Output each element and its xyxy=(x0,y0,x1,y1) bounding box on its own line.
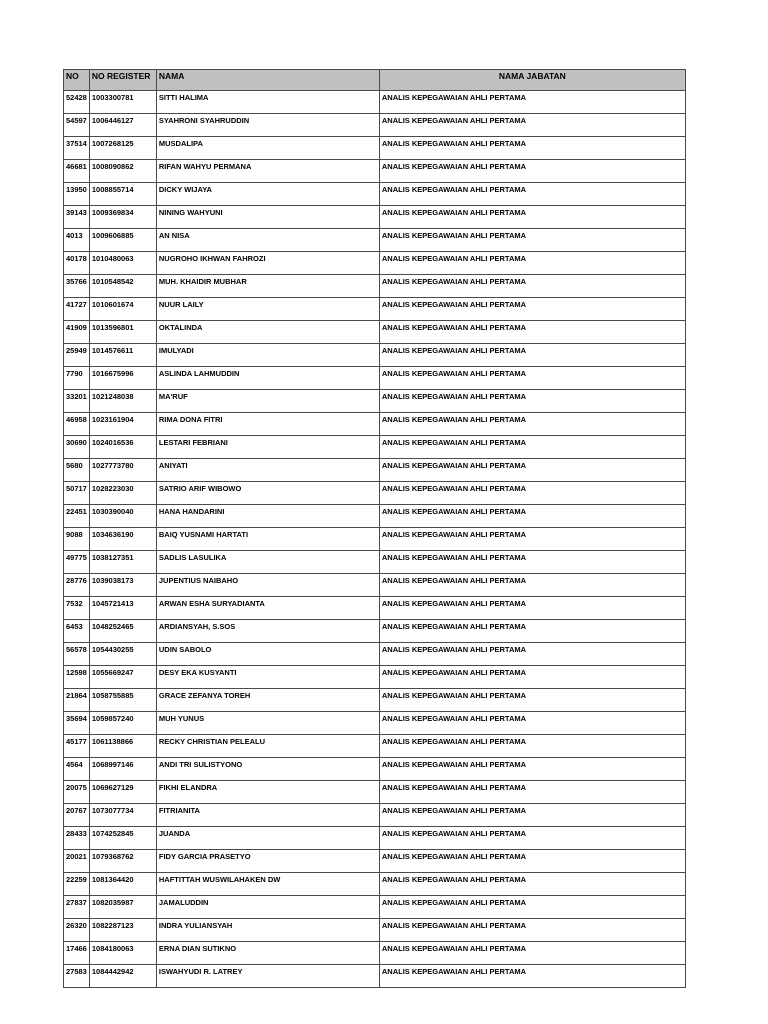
cell-nama: RIMA DONA FITRI xyxy=(156,413,379,436)
cell-nama: MUH YUNUS xyxy=(156,712,379,735)
cell-no-register: 1082035987 xyxy=(89,896,156,919)
cell-nama: MUSDALIPA xyxy=(156,137,379,160)
cell-no-register: 1034636190 xyxy=(89,528,156,551)
cell-no-register: 1079368762 xyxy=(89,850,156,873)
cell-nama: NUUR LAILY xyxy=(156,298,379,321)
cell-nama-jabatan: ANALIS KEPEGAWAIAN AHLI PERTAMA xyxy=(379,482,685,505)
cell-nama: ISWAHYUDI R. LATREY xyxy=(156,965,379,988)
cell-no-register: 1059857240 xyxy=(89,712,156,735)
cell-no-register: 1084442942 xyxy=(89,965,156,988)
cell-no-register: 1006446127 xyxy=(89,114,156,137)
table-row xyxy=(64,206,686,229)
cell-nama-jabatan: ANALIS KEPEGAWAIAN AHLI PERTAMA xyxy=(379,873,685,896)
header-no: NO xyxy=(64,70,90,91)
cell-nama-jabatan: ANALIS KEPEGAWAIAN AHLI PERTAMA xyxy=(379,712,685,735)
header-nama-jabatan: NAMA JABATAN xyxy=(379,70,685,91)
cell-no-register: 1024016536 xyxy=(89,436,156,459)
table-row xyxy=(64,689,686,712)
cell-no: 22451 xyxy=(64,505,90,528)
cell-no: 4013 xyxy=(64,229,90,252)
table-row xyxy=(64,436,686,459)
cell-nama-jabatan: ANALIS KEPEGAWAIAN AHLI PERTAMA xyxy=(379,91,685,114)
cell-nama-jabatan: ANALIS KEPEGAWAIAN AHLI PERTAMA xyxy=(379,252,685,275)
cell-no: 20021 xyxy=(64,850,90,873)
cell-no: 49775 xyxy=(64,551,90,574)
cell-nama: DICKY WIJAYA xyxy=(156,183,379,206)
cell-nama-jabatan: ANALIS KEPEGAWAIAN AHLI PERTAMA xyxy=(379,574,685,597)
cell-no-register: 1055669247 xyxy=(89,666,156,689)
table-row xyxy=(64,620,686,643)
cell-nama: SATRIO ARIF WIBOWO xyxy=(156,482,379,505)
cell-no-register: 1069627129 xyxy=(89,781,156,804)
cell-nama-jabatan: ANALIS KEPEGAWAIAN AHLI PERTAMA xyxy=(379,758,685,781)
cell-no-register: 1028223030 xyxy=(89,482,156,505)
cell-nama-jabatan: ANALIS KEPEGAWAIAN AHLI PERTAMA xyxy=(379,298,685,321)
table-row xyxy=(64,114,686,137)
table-row xyxy=(64,666,686,689)
table-row xyxy=(64,528,686,551)
cell-no-register: 1010601674 xyxy=(89,298,156,321)
cell-nama: HANA HANDARINI xyxy=(156,505,379,528)
cell-nama-jabatan: ANALIS KEPEGAWAIAN AHLI PERTAMA xyxy=(379,689,685,712)
cell-no: 20767 xyxy=(64,804,90,827)
table-row xyxy=(64,919,686,942)
cell-nama-jabatan: ANALIS KEPEGAWAIAN AHLI PERTAMA xyxy=(379,666,685,689)
cell-no-register: 1009369834 xyxy=(89,206,156,229)
cell-nama: BAIQ YUSNAMI HARTATI xyxy=(156,528,379,551)
cell-no: 54597 xyxy=(64,114,90,137)
header-nama: NAMA xyxy=(156,70,379,91)
table-row xyxy=(64,321,686,344)
cell-nama: JUPENTIUS NAIBAHO xyxy=(156,574,379,597)
table-row xyxy=(64,804,686,827)
table-row xyxy=(64,275,686,298)
cell-no: 17466 xyxy=(64,942,90,965)
cell-nama-jabatan: ANALIS KEPEGAWAIAN AHLI PERTAMA xyxy=(379,965,685,988)
cell-nama-jabatan: ANALIS KEPEGAWAIAN AHLI PERTAMA xyxy=(379,321,685,344)
table-row xyxy=(64,459,686,482)
cell-nama: JAMALUDDIN xyxy=(156,896,379,919)
cell-no: 28776 xyxy=(64,574,90,597)
employee-table xyxy=(63,69,686,988)
cell-no-register: 1010480063 xyxy=(89,252,156,275)
table-row xyxy=(64,758,686,781)
table-row xyxy=(64,229,686,252)
table-row xyxy=(64,597,686,620)
cell-no: 30690 xyxy=(64,436,90,459)
cell-no: 56578 xyxy=(64,643,90,666)
table-row xyxy=(64,390,686,413)
table-row xyxy=(64,413,686,436)
cell-no: 41727 xyxy=(64,298,90,321)
cell-no: 46958 xyxy=(64,413,90,436)
cell-nama: INDRA YULIANSYAH xyxy=(156,919,379,942)
cell-nama: FIKHI ELANDRA xyxy=(156,781,379,804)
cell-no: 6453 xyxy=(64,620,90,643)
cell-nama-jabatan: ANALIS KEPEGAWAIAN AHLI PERTAMA xyxy=(379,597,685,620)
cell-no: 35694 xyxy=(64,712,90,735)
table-row xyxy=(64,252,686,275)
cell-no: 46681 xyxy=(64,160,90,183)
cell-no-register: 1007268125 xyxy=(89,137,156,160)
cell-nama: IMULYADI xyxy=(156,344,379,367)
cell-nama: ARWAN ESHA SURYADIANTA xyxy=(156,597,379,620)
cell-no-register: 1084180063 xyxy=(89,942,156,965)
table-header-row xyxy=(64,70,686,91)
table-row xyxy=(64,183,686,206)
header-no-register: NO REGISTER xyxy=(89,70,156,91)
table-row xyxy=(64,735,686,758)
table-row xyxy=(64,712,686,735)
cell-no-register: 1021248038 xyxy=(89,390,156,413)
cell-no: 4564 xyxy=(64,758,90,781)
cell-no: 28433 xyxy=(64,827,90,850)
table-row xyxy=(64,827,686,850)
cell-no: 35766 xyxy=(64,275,90,298)
cell-no: 5680 xyxy=(64,459,90,482)
cell-nama: RECKY CHRISTIAN PELEALU xyxy=(156,735,379,758)
cell-no-register: 1010548542 xyxy=(89,275,156,298)
cell-no-register: 1061138866 xyxy=(89,735,156,758)
cell-no: 22259 xyxy=(64,873,90,896)
cell-no: 27583 xyxy=(64,965,90,988)
cell-no: 39143 xyxy=(64,206,90,229)
cell-no: 7790 xyxy=(64,367,90,390)
cell-no-register: 1039038173 xyxy=(89,574,156,597)
table-row xyxy=(64,91,686,114)
cell-nama: AN NISA xyxy=(156,229,379,252)
cell-no-register: 1045721413 xyxy=(89,597,156,620)
cell-nama-jabatan: ANALIS KEPEGAWAIAN AHLI PERTAMA xyxy=(379,114,685,137)
cell-nama: MUH. KHAIDIR MUBHAR xyxy=(156,275,379,298)
table-row xyxy=(64,482,686,505)
cell-nama-jabatan: ANALIS KEPEGAWAIAN AHLI PERTAMA xyxy=(379,643,685,666)
cell-nama-jabatan: ANALIS KEPEGAWAIAN AHLI PERTAMA xyxy=(379,804,685,827)
cell-no: 45177 xyxy=(64,735,90,758)
cell-no-register: 1023161904 xyxy=(89,413,156,436)
cell-no: 37514 xyxy=(64,137,90,160)
cell-nama-jabatan: ANALIS KEPEGAWAIAN AHLI PERTAMA xyxy=(379,896,685,919)
cell-nama-jabatan: ANALIS KEPEGAWAIAN AHLI PERTAMA xyxy=(379,459,685,482)
cell-nama: ARDIANSYAH, S.SOS xyxy=(156,620,379,643)
cell-nama: FITRIANITA xyxy=(156,804,379,827)
table-row xyxy=(64,896,686,919)
cell-nama-jabatan: ANALIS KEPEGAWAIAN AHLI PERTAMA xyxy=(379,137,685,160)
cell-no-register: 1068997146 xyxy=(89,758,156,781)
cell-no: 9088 xyxy=(64,528,90,551)
cell-no: 40178 xyxy=(64,252,90,275)
cell-no-register: 1009606885 xyxy=(89,229,156,252)
cell-no-register: 1008855714 xyxy=(89,183,156,206)
cell-no-register: 1014576611 xyxy=(89,344,156,367)
cell-nama: DESY EKA KUSYANTI xyxy=(156,666,379,689)
cell-nama: NINING WAHYUNI xyxy=(156,206,379,229)
cell-no: 25949 xyxy=(64,344,90,367)
table-row xyxy=(64,505,686,528)
cell-nama: ANIYATI xyxy=(156,459,379,482)
cell-no: 7532 xyxy=(64,597,90,620)
cell-no: 21864 xyxy=(64,689,90,712)
cell-nama: UDIN SABOLO xyxy=(156,643,379,666)
cell-nama-jabatan: ANALIS KEPEGAWAIAN AHLI PERTAMA xyxy=(379,620,685,643)
cell-nama-jabatan: ANALIS KEPEGAWAIAN AHLI PERTAMA xyxy=(379,781,685,804)
table-row xyxy=(64,160,686,183)
cell-no-register: 1008090862 xyxy=(89,160,156,183)
cell-nama: ERNA DIAN SUTIKNO xyxy=(156,942,379,965)
cell-nama: FIDY GARCIA PRASETYO xyxy=(156,850,379,873)
cell-nama: LESTARI FEBRIANI xyxy=(156,436,379,459)
cell-nama: SADLIS LASULIKA xyxy=(156,551,379,574)
cell-no-register: 1030390040 xyxy=(89,505,156,528)
table-row xyxy=(64,137,686,160)
cell-nama-jabatan: ANALIS KEPEGAWAIAN AHLI PERTAMA xyxy=(379,735,685,758)
cell-no: 52428 xyxy=(64,91,90,114)
cell-nama: HAFTITTAH WUSWILAHAKEN DW xyxy=(156,873,379,896)
cell-nama-jabatan: ANALIS KEPEGAWAIAN AHLI PERTAMA xyxy=(379,344,685,367)
cell-no-register: 1073077734 xyxy=(89,804,156,827)
cell-no: 27837 xyxy=(64,896,90,919)
cell-no-register: 1048252465 xyxy=(89,620,156,643)
cell-no: 41909 xyxy=(64,321,90,344)
cell-nama: RIFAN WAHYU PERMANA xyxy=(156,160,379,183)
cell-no-register: 1013596801 xyxy=(89,321,156,344)
cell-no: 33201 xyxy=(64,390,90,413)
table-row xyxy=(64,574,686,597)
cell-nama-jabatan: ANALIS KEPEGAWAIAN AHLI PERTAMA xyxy=(379,919,685,942)
cell-no-register: 1038127351 xyxy=(89,551,156,574)
cell-nama-jabatan: ANALIS KEPEGAWAIAN AHLI PERTAMA xyxy=(379,436,685,459)
table-row xyxy=(64,643,686,666)
cell-nama-jabatan: ANALIS KEPEGAWAIAN AHLI PERTAMA xyxy=(379,505,685,528)
cell-no-register: 1082287123 xyxy=(89,919,156,942)
table-row xyxy=(64,367,686,390)
cell-nama: ANDI TRI SULISTYONO xyxy=(156,758,379,781)
cell-nama-jabatan: ANALIS KEPEGAWAIAN AHLI PERTAMA xyxy=(379,183,685,206)
cell-nama-jabatan: ANALIS KEPEGAWAIAN AHLI PERTAMA xyxy=(379,367,685,390)
table-row xyxy=(64,298,686,321)
cell-no: 12598 xyxy=(64,666,90,689)
cell-nama-jabatan: ANALIS KEPEGAWAIAN AHLI PERTAMA xyxy=(379,160,685,183)
table-row xyxy=(64,942,686,965)
cell-nama-jabatan: ANALIS KEPEGAWAIAN AHLI PERTAMA xyxy=(379,206,685,229)
table-body xyxy=(64,91,686,988)
cell-no-register: 1081364420 xyxy=(89,873,156,896)
cell-no: 50717 xyxy=(64,482,90,505)
table-row xyxy=(64,850,686,873)
cell-no-register: 1003300781 xyxy=(89,91,156,114)
cell-nama-jabatan: ANALIS KEPEGAWAIAN AHLI PERTAMA xyxy=(379,390,685,413)
cell-nama: OKTALINDA xyxy=(156,321,379,344)
cell-no-register: 1058755885 xyxy=(89,689,156,712)
cell-no-register: 1054430255 xyxy=(89,643,156,666)
cell-nama-jabatan: ANALIS KEPEGAWAIAN AHLI PERTAMA xyxy=(379,229,685,252)
cell-no-register: 1027773780 xyxy=(89,459,156,482)
cell-nama: JUANDA xyxy=(156,827,379,850)
cell-nama: MA'RUF xyxy=(156,390,379,413)
cell-nama-jabatan: ANALIS KEPEGAWAIAN AHLI PERTAMA xyxy=(379,850,685,873)
cell-no-register: 1074252845 xyxy=(89,827,156,850)
cell-nama-jabatan: ANALIS KEPEGAWAIAN AHLI PERTAMA xyxy=(379,413,685,436)
cell-nama-jabatan: ANALIS KEPEGAWAIAN AHLI PERTAMA xyxy=(379,551,685,574)
cell-nama: GRACE ZEFANYA TOREH xyxy=(156,689,379,712)
cell-nama: SYAHRONI SYAHRUDDIN xyxy=(156,114,379,137)
table-row xyxy=(64,965,686,988)
cell-nama-jabatan: ANALIS KEPEGAWAIAN AHLI PERTAMA xyxy=(379,942,685,965)
cell-nama-jabatan: ANALIS KEPEGAWAIAN AHLI PERTAMA xyxy=(379,827,685,850)
cell-no-register: 1016675996 xyxy=(89,367,156,390)
cell-nama: NUGROHO IKHWAN FAHROZI xyxy=(156,252,379,275)
cell-nama: SITTI HALIMA xyxy=(156,91,379,114)
cell-nama: ASLINDA LAHMUDDIN xyxy=(156,367,379,390)
cell-no: 13950 xyxy=(64,183,90,206)
cell-nama-jabatan: ANALIS KEPEGAWAIAN AHLI PERTAMA xyxy=(379,275,685,298)
table-row xyxy=(64,551,686,574)
table-row xyxy=(64,781,686,804)
cell-no: 26320 xyxy=(64,919,90,942)
table-row xyxy=(64,344,686,367)
table-row xyxy=(64,873,686,896)
cell-nama-jabatan: ANALIS KEPEGAWAIAN AHLI PERTAMA xyxy=(379,528,685,551)
cell-no: 20075 xyxy=(64,781,90,804)
